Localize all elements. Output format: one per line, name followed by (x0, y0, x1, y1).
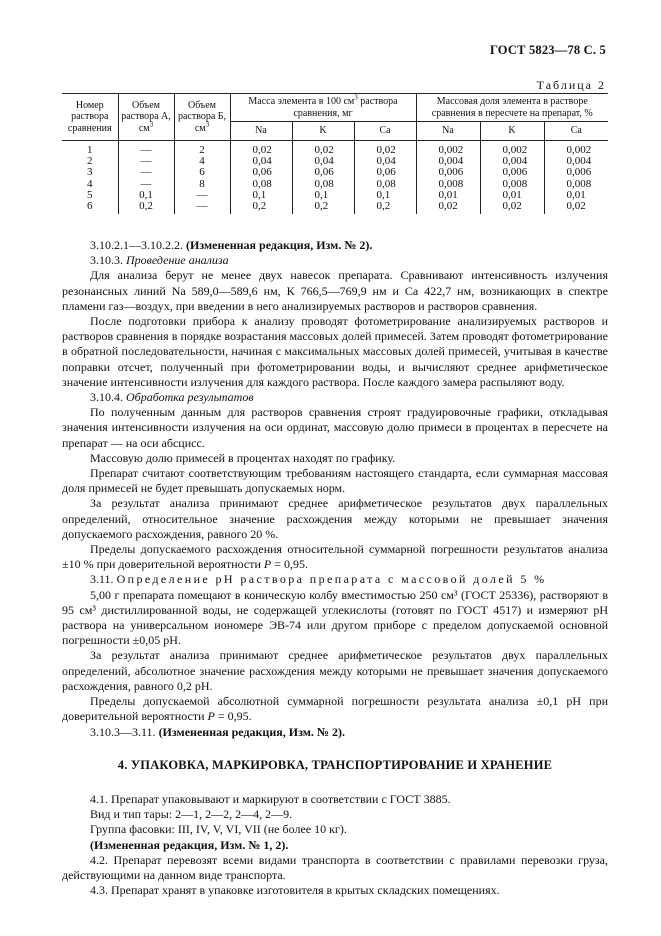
paragraph: Вид и тип тары: 2—1, 2—2, 2—4, 2—9. (90, 807, 293, 822)
paragraph: Группа фасовки: III, IV, V, VI, VII (не более 10 кг). (90, 822, 347, 837)
table-cell: — (174, 201, 230, 214)
table-cell: 0,02 (416, 201, 480, 214)
table-cell: 8 (174, 179, 230, 190)
table-cell: 0,04 (292, 156, 354, 167)
paragraph: По полученным данным для растворов сравнения строят градуировочные графики, откладывая значения интенсивности излучения на оси ординат, массовую долю примеси в процентах в пересчете на препарат — на оси абсцисс. (62, 405, 608, 450)
table-cell: 2 (62, 156, 118, 167)
table-cell: 0,02 (230, 141, 292, 157)
paragraph: Массовую долю примесей в процентах находят по графику. (90, 450, 396, 465)
paragraph: 4.3. Препарат хранят в упаковке изготовителя в крытых складских помещениях. (90, 883, 500, 898)
col-header-vol-b: Объем раствора Б, $см^3$ (174, 94, 230, 141)
table-cell: 1 (62, 141, 118, 157)
table-cell: 5 (62, 190, 118, 201)
table-cell: 0,2 (354, 201, 416, 214)
col-header-mass-group: Масса элемента в 100 $см^3$ раствора сравнения, мг (230, 94, 416, 122)
reference-solutions-table (62, 93, 608, 214)
table-caption: Таблица 2 (536, 78, 606, 92)
table-row (62, 201, 608, 214)
paragraph: 4.1. Препарат упаковывают и маркируют в соответствии с ГОСТ 3885. (90, 791, 451, 806)
table-cell: 0,08 (292, 179, 354, 190)
paragraph: 3.10.3—3.11. (Измененная редакция, Изм. № 2). (90, 724, 345, 739)
page-header: ГОСТ 5823—78 С. 5 (489, 43, 606, 57)
table-cell: 0,2 (118, 201, 174, 214)
document-body (62, 238, 608, 898)
subsection-heading: 3.10.3. Проведение анализа (90, 253, 229, 268)
paragraph: За результат анализа принимают среднее арифметическое результатов двух параллельных определений, относительное значение расхождения между которыми не превышает значения допускаемого расхождения, равного 20 %. (62, 496, 608, 541)
col-header-fraction-group: Массовая доля элемента в растворе сравнения в пересчете на препарат, % (416, 94, 608, 122)
col-header-element: Ca (354, 122, 416, 141)
paragraph: Пределы допускаемого расхождения относительной суммарной погрешности результатов анализа ±10 % при доверительной вероятности P = 0,95. (62, 542, 608, 572)
table-cell: 0,02 (354, 141, 416, 157)
table-cell: 0,006 (480, 167, 544, 178)
table-cell: 0,002 (544, 141, 608, 157)
col-header-element: Ca (544, 122, 608, 141)
table-cell: 0,06 (292, 167, 354, 178)
paragraph: За результат анализа принимают среднее арифметическое результатов двух параллельных определений, абсолютное значение расхождения между которыми не превышает значения допускаемого расхождения, равного 0,2 pH. (62, 648, 608, 693)
table-cell: 0,01 (544, 190, 608, 201)
table-cell: 0,02 (544, 201, 608, 214)
col-header-element: Na (230, 122, 292, 141)
table-cell: — (118, 167, 174, 178)
table-cell: 0,008 (480, 179, 544, 190)
table-cell: 0,004 (544, 156, 608, 167)
subsection-heading: 3.11. Определение pH раствора препарата с массовой долей 5 % (90, 572, 547, 587)
table-cell: 0,04 (230, 156, 292, 167)
table-cell: 2 (174, 141, 230, 157)
table-cell: 0,01 (416, 190, 480, 201)
table-cell: 0,004 (416, 156, 480, 167)
table-cell: 0,08 (354, 179, 416, 190)
table-cell: 6 (62, 201, 118, 214)
table-cell: 4 (62, 179, 118, 190)
subsection-heading: 3.10.4. Обработка результатов (90, 390, 254, 405)
table-cell: 0,002 (480, 141, 544, 157)
table-cell: 6 (174, 167, 230, 178)
paragraph: Пределы допускаемой абсолютной суммарной погрешности результата анализа ±0,1 pH при доверительной вероятности P = 0,95. (62, 694, 608, 724)
table-cell: 0,008 (416, 179, 480, 190)
table-cell: — (118, 156, 174, 167)
table-cell: 0,01 (480, 190, 544, 201)
table-cell: 0,02 (480, 201, 544, 214)
col-header-element: Na (416, 122, 480, 141)
table-cell: — (118, 179, 174, 190)
table-cell: 0,04 (354, 156, 416, 167)
paragraph: Препарат считают соответствующим требованиям настоящего стандарта, если суммарная массовая доля примесей не будет превышать допускаемых норм. (62, 466, 608, 496)
table-cell: 0,002 (416, 141, 480, 157)
table-cell: 0,2 (230, 201, 292, 214)
table-cell: 0,06 (354, 167, 416, 178)
table-cell: 0,08 (230, 179, 292, 190)
col-header-number: Номер раствора сравнения (62, 94, 118, 141)
paragraph: 5,00 г препарата помещают в коническую колбу вместимостью 250 см³ (ГОСТ 25336), растворяют в 95 см³ дистиллированной воды, не содержащей углекислоты (готовят по ГОСТ 4517) и измеряют pH раствора на универсальном иономере ЭВ-74 или другом приборе с пределом допускаемой основной погрешности ±0,05 pH. (62, 587, 608, 648)
table-cell: 0,1 (292, 190, 354, 201)
table-cell: 0,02 (292, 141, 354, 157)
table-cell: — (118, 141, 174, 157)
table-cell: 4 (174, 156, 230, 167)
table-cell: 0,006 (416, 167, 480, 178)
table-cell: 0,2 (292, 201, 354, 214)
table-cell: 0,006 (544, 167, 608, 178)
paragraph: Для анализа берут не менее двух навесок препарата. Сравнивают интенсивность излучения резонансных линий Na 589,0—589,6 нм, К 766,5—769,9 нм и Са 422,7 нм, возникающих в спектре пламени газ—воздух, при введении в него анализируемых растворов и растворов сравнения. (62, 268, 608, 313)
col-header-vol-a: Объем раствора А, $см^3$ (118, 94, 174, 141)
col-header-element: K (480, 122, 544, 141)
section-title: 4. УПАКОВКА, МАРКИРОВКА, ТРАНСПОРТИРОВАНИЕ И ХРАНЕНИЕ (117, 757, 553, 772)
table-cell: 0,008 (544, 179, 608, 190)
paragraph: 4.2. Препарат перевозят всеми видами транспорта в соответствии с правилами перевозки груза, действующими на данном виде транспорта. (62, 852, 608, 882)
table-cell: — (174, 190, 230, 201)
table-row (62, 141, 608, 157)
table-cell: 0,1 (118, 190, 174, 201)
paragraph: После подготовки прибора к анализу проводят фотометрирование анализируемых растворов и растворов сравнения в порядке возрастания массовых долей примесей. Затем проводят фотометрирование в обратной последовательности, начиная с максимальных массовых долей примесей, учитывая в качестве поправки отсчет, полученный при фотометрировании воды, и вычисляют среднее арифметическое значение интенсивности излучения для каждого раствора. После каждого замера распыляют воду. (62, 314, 608, 389)
paragraph: (Измененная редакция, Изм. № 1, 2). (90, 837, 289, 852)
table-cell: 3 (62, 167, 118, 178)
table-cell: 0,06 (230, 167, 292, 178)
table-cell: 0,1 (230, 190, 292, 201)
table-row (62, 167, 608, 178)
paragraph: 3.10.2.1—3.10.2.2. (Измененная редакция, Изм. № 2). (90, 238, 373, 252)
table-cell: 0,1 (354, 190, 416, 201)
col-header-element: K (292, 122, 354, 141)
table-cell: 0,004 (480, 156, 544, 167)
